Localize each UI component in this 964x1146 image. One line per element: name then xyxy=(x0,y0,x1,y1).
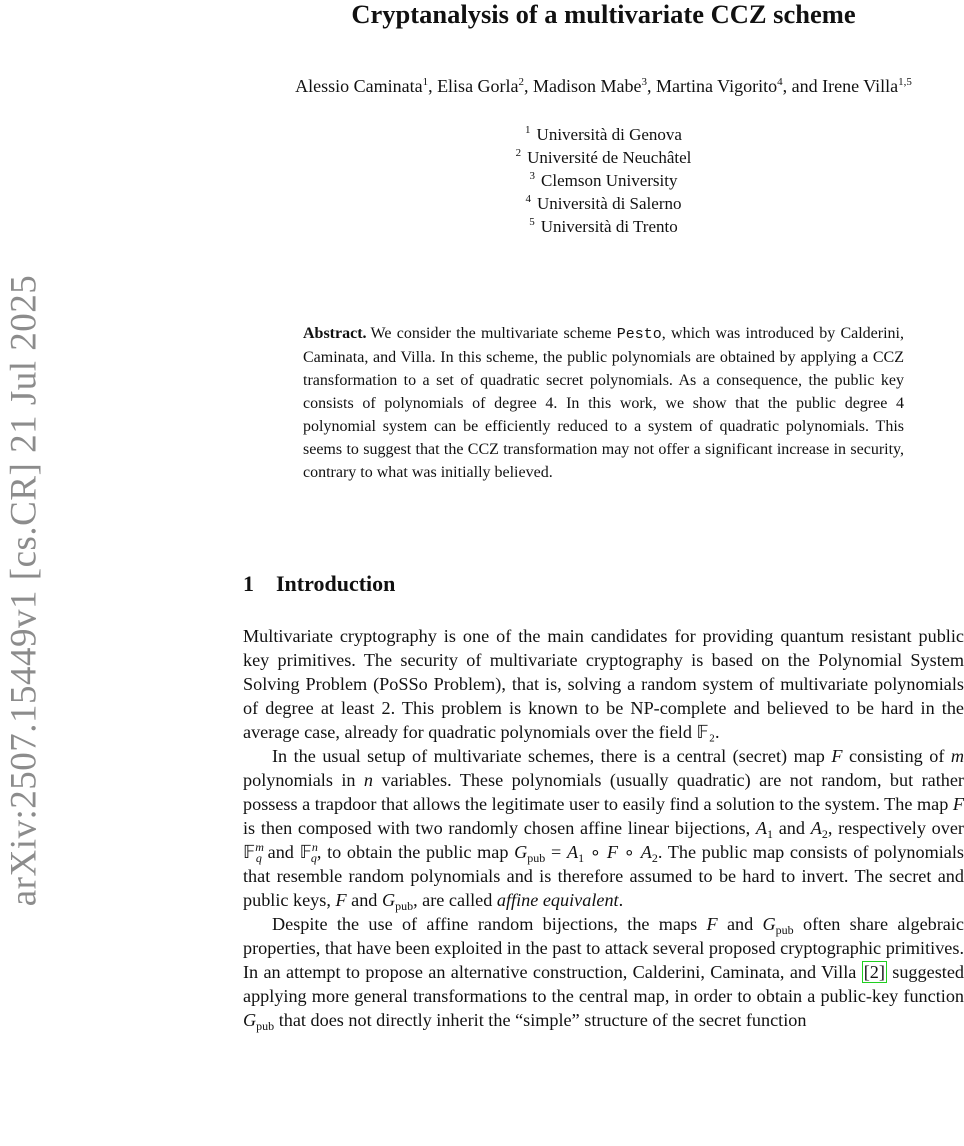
abstract: Abstract. We consider the multivariate scheme Pesto, which was introduced by Calderini, Caminata, and Villa. In this scheme, the public polynomials are obtained by applying a CCZ transformation to a set of quadratic secret polynomials. As a consequence, the public key consists of polynomials of degree 4. In this work, we show that the public degree 4 polynomial system can be efficiently reduced to a system of quadratic polynomials. This seems to suggest that the CCZ transformation may not offer a significant increase in security, contrary to what was initially believed. xyxy=(303,325,904,481)
paper-title: Cryptanalysis of a multivariate CCZ scheme xyxy=(351,0,856,29)
citation-link[interactable]: [2] xyxy=(863,962,885,982)
author-mark: 1,5 xyxy=(898,76,912,88)
header-block xyxy=(243,0,964,238)
affiliation-list xyxy=(243,123,964,238)
section-title: Introduction xyxy=(276,571,396,596)
section-number: 1 xyxy=(243,571,254,596)
author: Madison Mabe xyxy=(533,76,642,96)
author: Martina Vigorito xyxy=(656,76,778,96)
author: Alessio Caminata xyxy=(295,76,423,96)
author-mark: 2 xyxy=(518,76,525,88)
author: Elisa Gorla xyxy=(437,76,519,96)
arxiv-identifier-stamp xyxy=(2,240,46,940)
affiliation: $^2$ Université de Neuchâtel xyxy=(515,147,692,167)
affiliation: $^4$ Università di Salerno xyxy=(525,193,682,213)
affiliation: $^3$ Clemson University xyxy=(529,170,678,190)
author-mark: 3 xyxy=(641,76,648,88)
scheme-name: Pesto xyxy=(616,326,662,343)
author-mark: 4 xyxy=(777,76,783,88)
abstract-label: Abstract. xyxy=(303,325,367,342)
arxiv-id: arXiv:2507.15449v1 [cs.CR] 21 Jul 2025 xyxy=(3,274,45,906)
body-text xyxy=(243,624,964,1032)
paragraph: Multivariate cryptography is one of the main candidates for providing quantum resistant public key primitives. The security of multivariate cryptography is based on the Polynomial System Solving Problem (PoSSo Problem), that is, solving a random system of multivariate polynomials of degree at least 2. This problem is known to be NP-complete and believed to be hard in the average case, already for quadratic polynomials over the field 𝔽₂. xyxy=(243,626,964,742)
term-affine-equivalent: affine equivalent xyxy=(496,890,619,910)
author: Irene Villa xyxy=(822,76,899,96)
affiliation: $^1$ Università di Genova xyxy=(525,124,682,144)
author-list: Alessio Caminata$^1$, Elisa Gorla$^2$, Madison Mabe$^3$, Martina Vigorito$^4$, and Irene Villa$^{1,5}$ xyxy=(295,76,912,96)
author-mark: 1 xyxy=(422,76,429,88)
affiliation: $^5$ Università di Trento xyxy=(529,216,678,236)
paragraph: Despite the use of affine random bijections, the maps F and $G_{pub}$ often share algebraic properties, that have been exploited in the past to attack several proposed cryptographic primitives. In an attempt to propose an alternative construction, Calderini, Caminata, and Villa [2] suggested applying more general transformations to the central map, in order to obtain a public-key function $G_{pub}$ that does not directly inherit the “simple” structure of the secret function xyxy=(243,914,964,1033)
paragraph: In the usual setup of multivariate schemes, there is a central (secret) map F consisting of m polynomials in n variables. These polynomials (usually quadratic) are not random, but rather possess a trapdoor that allows the legitimate user to easily find a solution to the system. The map F is then composed with two randomly chosen affine linear bijections, $A_1$ and $A_2$, respectively over 𝔽$^m_q$ and 𝔽$^n_q$, to obtain the public map $G_{pub} = A_1$ ∘ F ∘ $A_2$. The public map consists of polynomials that resemble random polynomials and is therefore assumed to be hard to invert. The secret and public keys, F and $G_{pub}$, are called affine equivalent. xyxy=(243,746,964,913)
section-heading xyxy=(243,571,964,597)
